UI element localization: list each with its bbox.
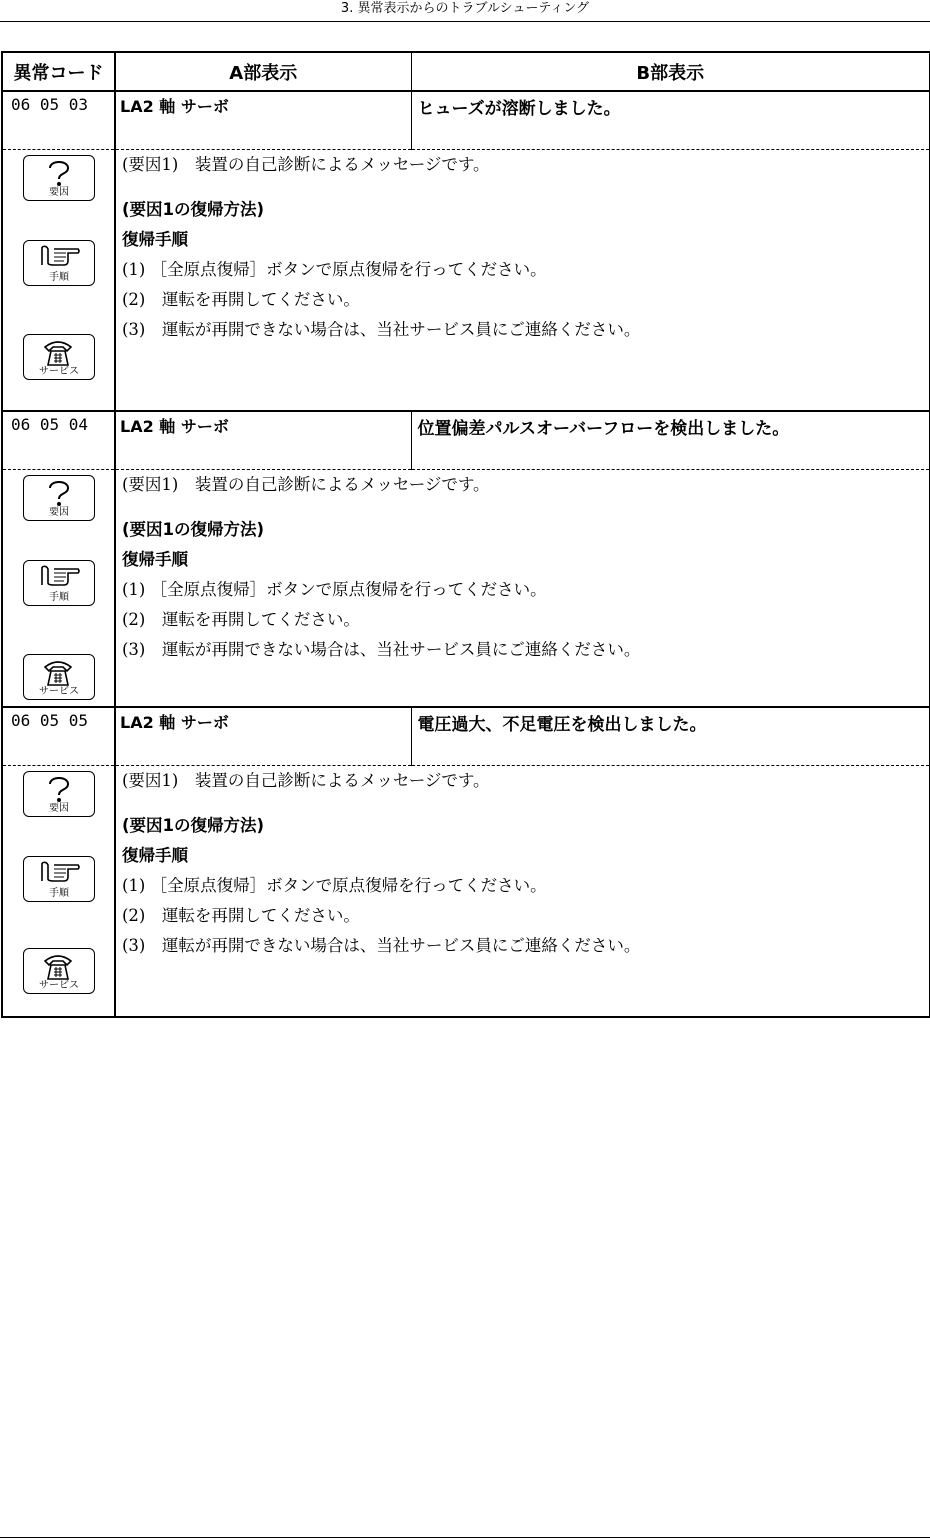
procedure-title: 復帰手順 (122, 549, 188, 569)
error-code: 06 05 03 (2, 91, 115, 149)
b-display: 位置偏差パルスオーバーフローを検出しました。 (411, 411, 930, 469)
procedure-icon-label: 手順 (49, 591, 69, 603)
a-display: LA2 軸 サーボ (115, 91, 411, 149)
step-1: (1) ［全原点復帰］ボタンで原点復帰を行ってください。 (122, 259, 547, 279)
step-3: (3) 運転が再開できない場合は、当社サービス員にご連絡ください。 (122, 319, 641, 339)
procedure-icon-label: 手順 (49, 887, 69, 899)
b-display: 電圧過大、不足電圧を検出しました。 (411, 707, 930, 765)
cause-question-icon (23, 771, 95, 817)
step-1: (1) ［全原点復帰］ボタンで原点復帰を行ってください。 (122, 875, 547, 895)
cause-icon-label: 要因 (49, 802, 69, 814)
cause-text: (要因1) 装置の自己診断によるメッセージです。 (122, 474, 490, 494)
header-a-display: A部表示 (115, 52, 411, 91)
detail-content (115, 765, 930, 1017)
step-2: (2) 運転を再開してください。 (122, 905, 360, 925)
table-header-row (2, 52, 930, 91)
remedy-title: (要因1の復帰方法) (122, 199, 265, 219)
page-header: 3. 異常表示からのトラブルシューティング (0, 0, 930, 22)
detail-content (115, 469, 930, 707)
service-telephone-icon (23, 654, 95, 700)
step-3: (3) 運転が再開できない場合は、当社サービス員にご連絡ください。 (122, 639, 641, 659)
b-display: ヒューズが溶断しました。 (417, 99, 621, 119)
procedure-title: 復帰手順 (122, 229, 188, 249)
procedure-pointing-hand-icon (23, 240, 95, 286)
table-row (2, 411, 930, 469)
cause-icon-label: 要因 (49, 186, 69, 198)
step-2: (2) 運転を再開してください。 (122, 609, 360, 629)
cause-icon-label: 要因 (49, 506, 69, 518)
error-code: 06 05 05 (2, 707, 115, 765)
error-code: 06 05 04 (2, 411, 115, 469)
detail-row (2, 765, 930, 1017)
detail-content (115, 149, 930, 411)
detail-row (2, 469, 930, 707)
cause-text: (要因1) 装置の自己診断によるメッセージです。 (122, 770, 490, 790)
service-icon-label: サービス (39, 365, 79, 377)
procedure-icon-label: 手順 (49, 271, 69, 283)
cause-question-icon (23, 155, 95, 201)
header-error-code: 異常コード (2, 52, 115, 91)
step-3: (3) 運転が再開できない場合は、当社サービス員にご連絡ください。 (122, 935, 641, 955)
step-1: (1) ［全原点復帰］ボタンで原点復帰を行ってください。 (122, 579, 547, 599)
table-row (2, 707, 930, 765)
service-telephone-icon (23, 948, 95, 994)
detail-row (2, 149, 930, 411)
a-display: LA2 軸 サーボ (115, 411, 411, 469)
service-icon-label: サービス (39, 685, 79, 697)
remedy-title: (要因1の復帰方法) (122, 815, 265, 835)
icon-column (2, 469, 115, 707)
footer-rule (0, 1537, 930, 1538)
a-display: LA2 軸 サーボ (115, 707, 411, 765)
step-2: (2) 運転を再開してください。 (122, 289, 360, 309)
service-telephone-icon (23, 334, 95, 380)
service-icon-label: サービス (39, 979, 79, 991)
cause-question-icon (23, 475, 95, 521)
table-row (2, 91, 930, 149)
header-b-display: B部表示 (411, 52, 930, 91)
procedure-pointing-hand-icon (23, 560, 95, 606)
cause-text: (要因1) 装置の自己診断によるメッセージです。 (122, 154, 490, 174)
procedure-pointing-hand-icon (23, 856, 95, 902)
icon-column (2, 765, 115, 1017)
error-code-table (1, 51, 930, 1018)
remedy-title: (要因1の復帰方法) (122, 519, 265, 539)
procedure-title: 復帰手順 (122, 845, 188, 865)
icon-column (2, 149, 115, 411)
